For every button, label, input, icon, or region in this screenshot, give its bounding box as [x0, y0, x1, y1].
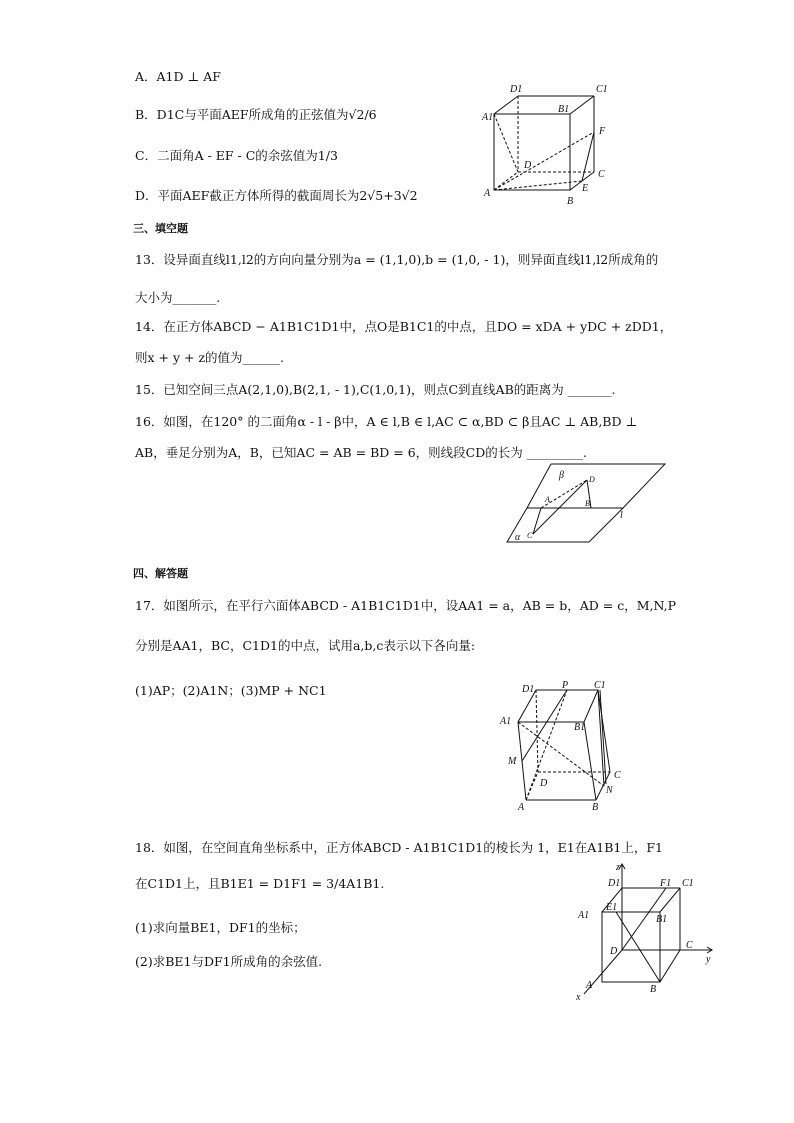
label-C: C [527, 531, 533, 540]
label-D: D [524, 160, 532, 171]
label-C: C [614, 770, 621, 781]
q16-line2: AB，垂足分别为A，B，已知AC = AB = BD = 6，则线段CD的长为 _________. [135, 445, 587, 460]
label-A1: A1 [482, 112, 494, 123]
cube-figure-1 [480, 80, 620, 210]
q13-line1: 13．设异面直线l1,l2的方向向量分别为a = (1,1,0),b = (1,0, - 1)，则异面直线l1,l2所成角的 [135, 252, 659, 267]
label-P: P [562, 680, 569, 691]
option-d: D．平面AEF截正方体所得的截面周长为2√5+3√2 [135, 188, 418, 203]
label-M: M [508, 756, 517, 767]
label-A1: A1 [500, 716, 512, 727]
label-alpha: α [515, 532, 521, 543]
label-y: y [706, 954, 711, 965]
label-C1: C1 [594, 680, 606, 691]
label-C1: C1 [596, 84, 608, 95]
section-heading-fill-blank: 三、填空题 [133, 222, 188, 235]
q17-line1: 17．如图所示，在平行六面体ABCD - A1B1C1D1中，设AA1 = a，AB = b，AD = c，M,N,P [135, 598, 676, 613]
label-A1: A1 [578, 910, 590, 921]
q16-line1: 16．如图，在120° 的二面角α - l - β中，A ∈ l,B ∈ l,AC ⊂ α,BD ⊂ β且AC ⊥ AB,BD ⊥ [135, 414, 638, 429]
label-E: E [582, 183, 589, 194]
q13-line2: 大小为_______. [135, 290, 221, 305]
label-A: A [484, 188, 491, 199]
label-D: D [540, 778, 548, 789]
label-B: B [567, 196, 574, 207]
coordinate-cube-figure [570, 860, 720, 1005]
label-l: l [620, 510, 623, 521]
q18-line3: (1)求向量BE1，DF1的坐标； [135, 920, 306, 935]
section-heading-solve: 四、解答题 [133, 567, 188, 580]
label-A: A [586, 980, 593, 991]
q14-line1: 14．在正方体ABCD − A1B1C1D1中，点O是B1C1的中点，且DO = xDA + yDC + zDD1， [135, 319, 673, 334]
option-a: A．A1D ⊥ AF [135, 69, 221, 84]
label-F: F [599, 126, 606, 137]
label-D: D [610, 946, 618, 957]
label-x: x [576, 992, 581, 1003]
label-B1: B1 [574, 722, 586, 733]
label-B: B [592, 802, 599, 813]
label-z: z [616, 862, 620, 873]
option-c: C．二面角A - EF - C的余弦值为1/3 [135, 148, 338, 163]
q17-line2: 分别是AA1，BC，C1D1的中点，试用a,b,c表示以下各向量: [135, 638, 476, 653]
label-A: A [545, 495, 550, 504]
option-b: B．D1C与平面AEF所成角的正弦值为√2/6 [135, 107, 377, 122]
label-D1: D1 [510, 84, 523, 95]
label-B: B [585, 499, 590, 508]
label-C1: C1 [682, 878, 694, 889]
q18-line1: 18．如图，在空间直角坐标系中，正方体ABCD - A1B1C1D1的棱长为 1，E1在A1B1上，F1 [135, 840, 663, 855]
q18-line2: 在C1D1上，且B1E1 = D1F1 = 3/4A1B1. [135, 876, 385, 891]
label-D1: D1 [522, 684, 535, 695]
q18-line4: (2)求BE1与DF1所成角的余弦值. [135, 954, 323, 969]
parallelepiped-figure [498, 680, 633, 815]
label-B1: B1 [656, 914, 668, 925]
label-F1: F1 [660, 878, 672, 889]
label-C: C [686, 940, 693, 951]
label-D: D [589, 475, 595, 484]
label-C: C [598, 169, 605, 180]
label-D1: D1 [608, 878, 621, 889]
q15: 15．已知空间三点A(2,1,0),B(2,1, - 1),C(1,0,1)，则点C到直线AB的距离为 _______. [135, 382, 616, 397]
label-beta: β [559, 470, 564, 481]
q17-line3: (1)AP；(2)A1N；(3)MP + NC1 [135, 683, 327, 698]
label-E1: E1 [606, 902, 618, 913]
label-A: A [518, 802, 525, 813]
q14-line2: 则x + y + z的值为______. [135, 350, 285, 365]
label-B1: B1 [558, 104, 570, 115]
label-N: N [606, 785, 613, 796]
label-B: B [650, 984, 657, 995]
dihedral-figure [505, 462, 670, 547]
